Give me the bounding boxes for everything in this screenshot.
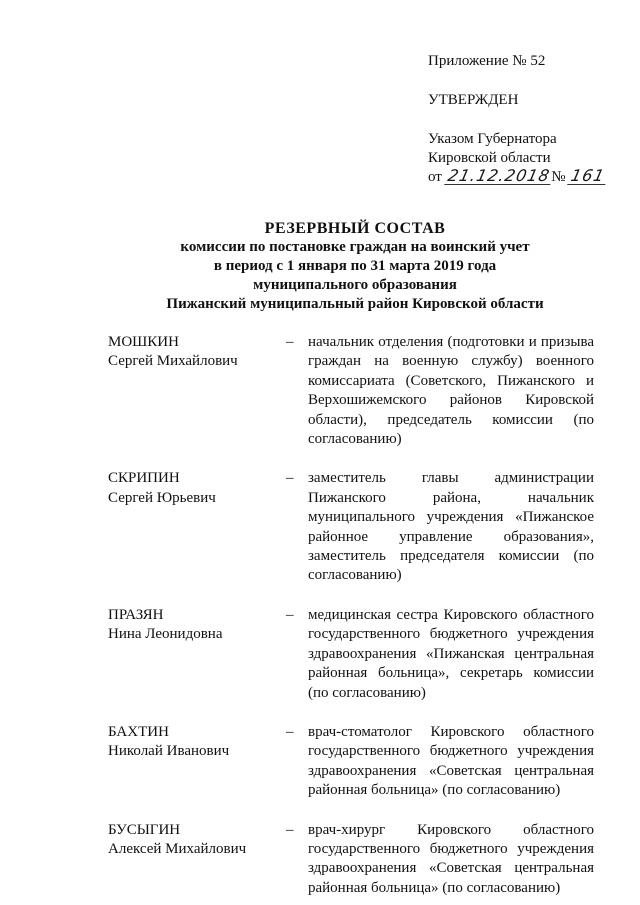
date-prefix: от	[428, 169, 442, 185]
member-name	[108, 723, 286, 801]
decree-date-line	[428, 168, 628, 187]
member-given-name: Сергей Михайлович	[108, 353, 238, 370]
member-entry	[108, 469, 594, 585]
member-name	[108, 333, 286, 449]
document-title: РЕЗЕРВНЫЙ СОСТАВ	[264, 220, 446, 237]
member-name	[108, 469, 286, 585]
member-surname: МОШКИН	[108, 334, 179, 350]
member-surname: ПРАЗЯН	[108, 606, 164, 623]
heading-line-1: комиссии по постановке граждан на воинский учет	[180, 239, 530, 255]
heading-line-2: в период с 1 января по 31 марта 2019 года	[213, 258, 497, 274]
members-list	[108, 333, 594, 898]
decree-line-1: Указом Губернатора	[428, 131, 557, 147]
document-heading	[60, 219, 640, 314]
member-role: врач-стоматолог Кировского областного государственного бюджетного учреждения здравоохранения «Советская центральная районная больница» (по согласованию)	[308, 723, 594, 799]
heading-line-4: Пижанский муниципальный район Кировской области	[166, 296, 544, 312]
approved-label: УТВЕРЖДЕН	[428, 92, 519, 108]
handwritten-number: 161	[569, 166, 608, 185]
member-given-name: Сергей Юрьевич	[108, 489, 216, 506]
member-given-name: Нина Леонидовна	[108, 626, 223, 643]
decree-line-2: Кировской области	[428, 150, 551, 166]
heading-line-3: муниципального образования	[253, 277, 457, 293]
number-sign: №	[551, 169, 566, 185]
dash-separator: –	[286, 821, 294, 838]
dash-separator: –	[286, 334, 294, 350]
member-surname: БУСЫГИН	[108, 821, 181, 838]
member-surname: БАХТИН	[108, 723, 169, 740]
dash-separator: –	[286, 470, 294, 487]
appendix-number: Приложение № 52	[428, 53, 546, 69]
member-surname: СКРИПИН	[108, 470, 180, 487]
member-name	[108, 606, 286, 703]
member-role: врач-хирург Кировского областного государственного бюджетного учреждения здравоохранения «Советская центральная районная больница» (по согласованию)	[308, 821, 594, 896]
handwritten-date: 21.12.2018	[445, 166, 552, 185]
approval-block	[428, 52, 628, 187]
member-entry	[108, 333, 594, 449]
member-entry	[108, 723, 594, 801]
member-entry	[108, 606, 594, 703]
member-given-name: Алексей Михайлович	[108, 840, 247, 857]
dash-separator: –	[286, 606, 294, 623]
member-role: медицинская сестра Кировского областного государственного бюджетного учреждения здравоохранения «Пижанская центральная районная больница», секретарь комиссии (по согласованию)	[308, 606, 594, 701]
member-entry	[108, 821, 594, 899]
member-role: заместитель главы администрации Пижанского района, начальник муниципального учреждения «Пижанское районное управление образования», заместитель председателя комиссии (по согласованию)	[308, 470, 594, 584]
member-name	[108, 821, 286, 899]
member-given-name: Николай Иванович	[108, 743, 230, 760]
member-role: начальник отделения (подготовки и призыва граждан на военную службу) военного комиссариата (Советского, Пижанского и Верхошижемского районов Кировской области), председатель комиссии (по согласованию)	[308, 334, 594, 448]
dash-separator: –	[286, 723, 294, 740]
